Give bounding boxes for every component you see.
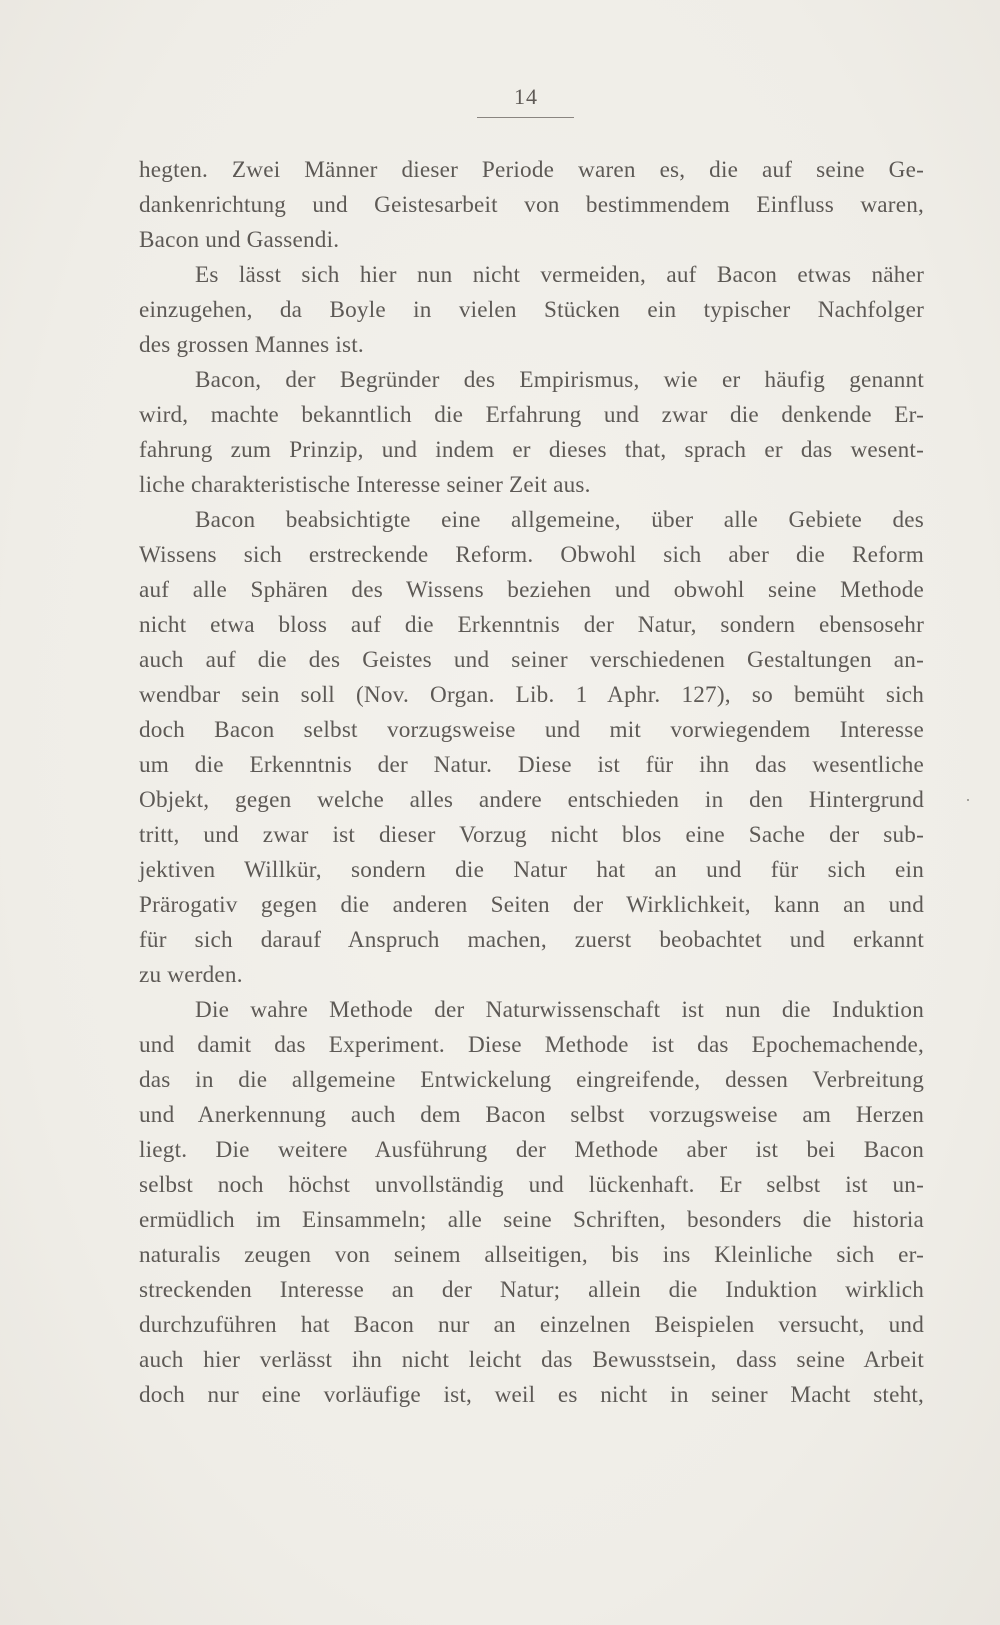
text-line: Wissens sich erstreckende Reform. Obwohl sich aber die Reform [139,542,924,568]
text-line: und Anerkennung auch dem Bacon selbst vorzugsweise am Herzen [139,1102,924,1128]
text-line: doch nur eine vorläufige ist, weil es nicht in seiner Macht steht, [139,1382,924,1408]
text-line: wird, machte bekanntlich die Erfahrung und zwar die denkende Er- [139,402,924,428]
text-line: naturalis zeugen von seinem allseitigen, bis ins Kleinliche sich er- [139,1242,924,1268]
text-line: zu werden. [139,962,243,988]
text-line: nicht etwa bloss auf die Erkenntnis der Natur, sondern ebensosehr [139,612,924,638]
paper-speck [967,799,969,801]
text-line: tritt, und zwar ist dieser Vorzug nicht blos eine Sache der sub- [139,822,924,848]
text-line: hegten. Zwei Männer dieser Periode waren es, die auf seine Ge- [139,157,924,183]
page-number-rule [477,117,574,118]
text-line: doch Bacon selbst vorzugsweise und mit vorwiegendem Interesse [139,717,924,743]
text-line: jektiven Willkür, sondern die Natur hat an und für sich ein [139,857,924,883]
text-line: dankenrichtung und Geistesarbeit von bestimmendem Einfluss waren, [139,192,924,218]
text-line: fahrung zum Prinzip, und indem er dieses that, sprach er das wesent- [139,437,924,463]
text-line: einzugehen, da Boyle in vielen Stücken ein typischer Nachfolger [139,297,924,323]
text-line: das in die allgemeine Entwickelung eingreifende, dessen Verbreitung [139,1067,924,1093]
text-line: Bacon und Gassendi. [139,227,340,253]
text-line: Bacon beabsichtigte eine allgemeine, über alle Gebiete des [195,507,924,533]
body-text [139,153,924,1413]
text-line: auch hier verlässt ihn nicht leicht das Bewusstsein, dass seine Arbeit [139,1347,924,1373]
text-line: und damit das Experiment. Diese Methode ist das Epochemachende, [139,1032,924,1058]
text-line: liegt. Die weitere Ausführung der Methode aber ist bei Bacon [139,1137,924,1163]
text-line: streckenden Interesse an der Natur; allein die Induktion wirklich [139,1277,924,1303]
text-line: ermüdlich im Einsammeln; alle seine Schriften, besonders die historia [139,1207,924,1233]
text-line: Objekt, gegen welche alles andere entschieden in den Hintergrund [139,787,924,813]
text-line: Es lässt sich hier nun nicht vermeiden, auf Bacon etwas näher [195,262,924,288]
text-line: Bacon, der Begründer des Empirismus, wie er häufig genannt [195,367,924,393]
text-line: des grossen Mannes ist. [139,332,364,358]
text-line: Die wahre Methode der Naturwissenschaft ist nun die Induktion [195,997,924,1023]
text-line: um die Erkenntnis der Natur. Diese ist für ihn das wesentliche [139,752,924,778]
text-line: für sich darauf Anspruch machen, zuerst beobachtet und erkannt [139,927,924,953]
text-line: wendbar sein soll (Nov. Organ. Lib. 1 Aphr. 127), so bemüht sich [139,682,924,708]
text-line: durchzuführen hat Bacon nur an einzelnen Beispielen versucht, und [139,1312,924,1338]
text-line: auch auf die des Geistes und seiner verschiedenen Gestaltungen an- [139,647,924,673]
text-line: liche charakteristische Interesse seiner Zeit aus. [139,472,591,498]
text-line: selbst noch höchst unvollständig und lückenhaft. Er selbst ist un- [139,1172,924,1198]
page-number: 14 [514,84,538,109]
text-line: Prärogativ gegen die anderen Seiten der Wirklichkeit, kann an und [139,892,924,918]
text-line: auf alle Sphären des Wissens beziehen und obwohl seine Methode [139,577,924,603]
